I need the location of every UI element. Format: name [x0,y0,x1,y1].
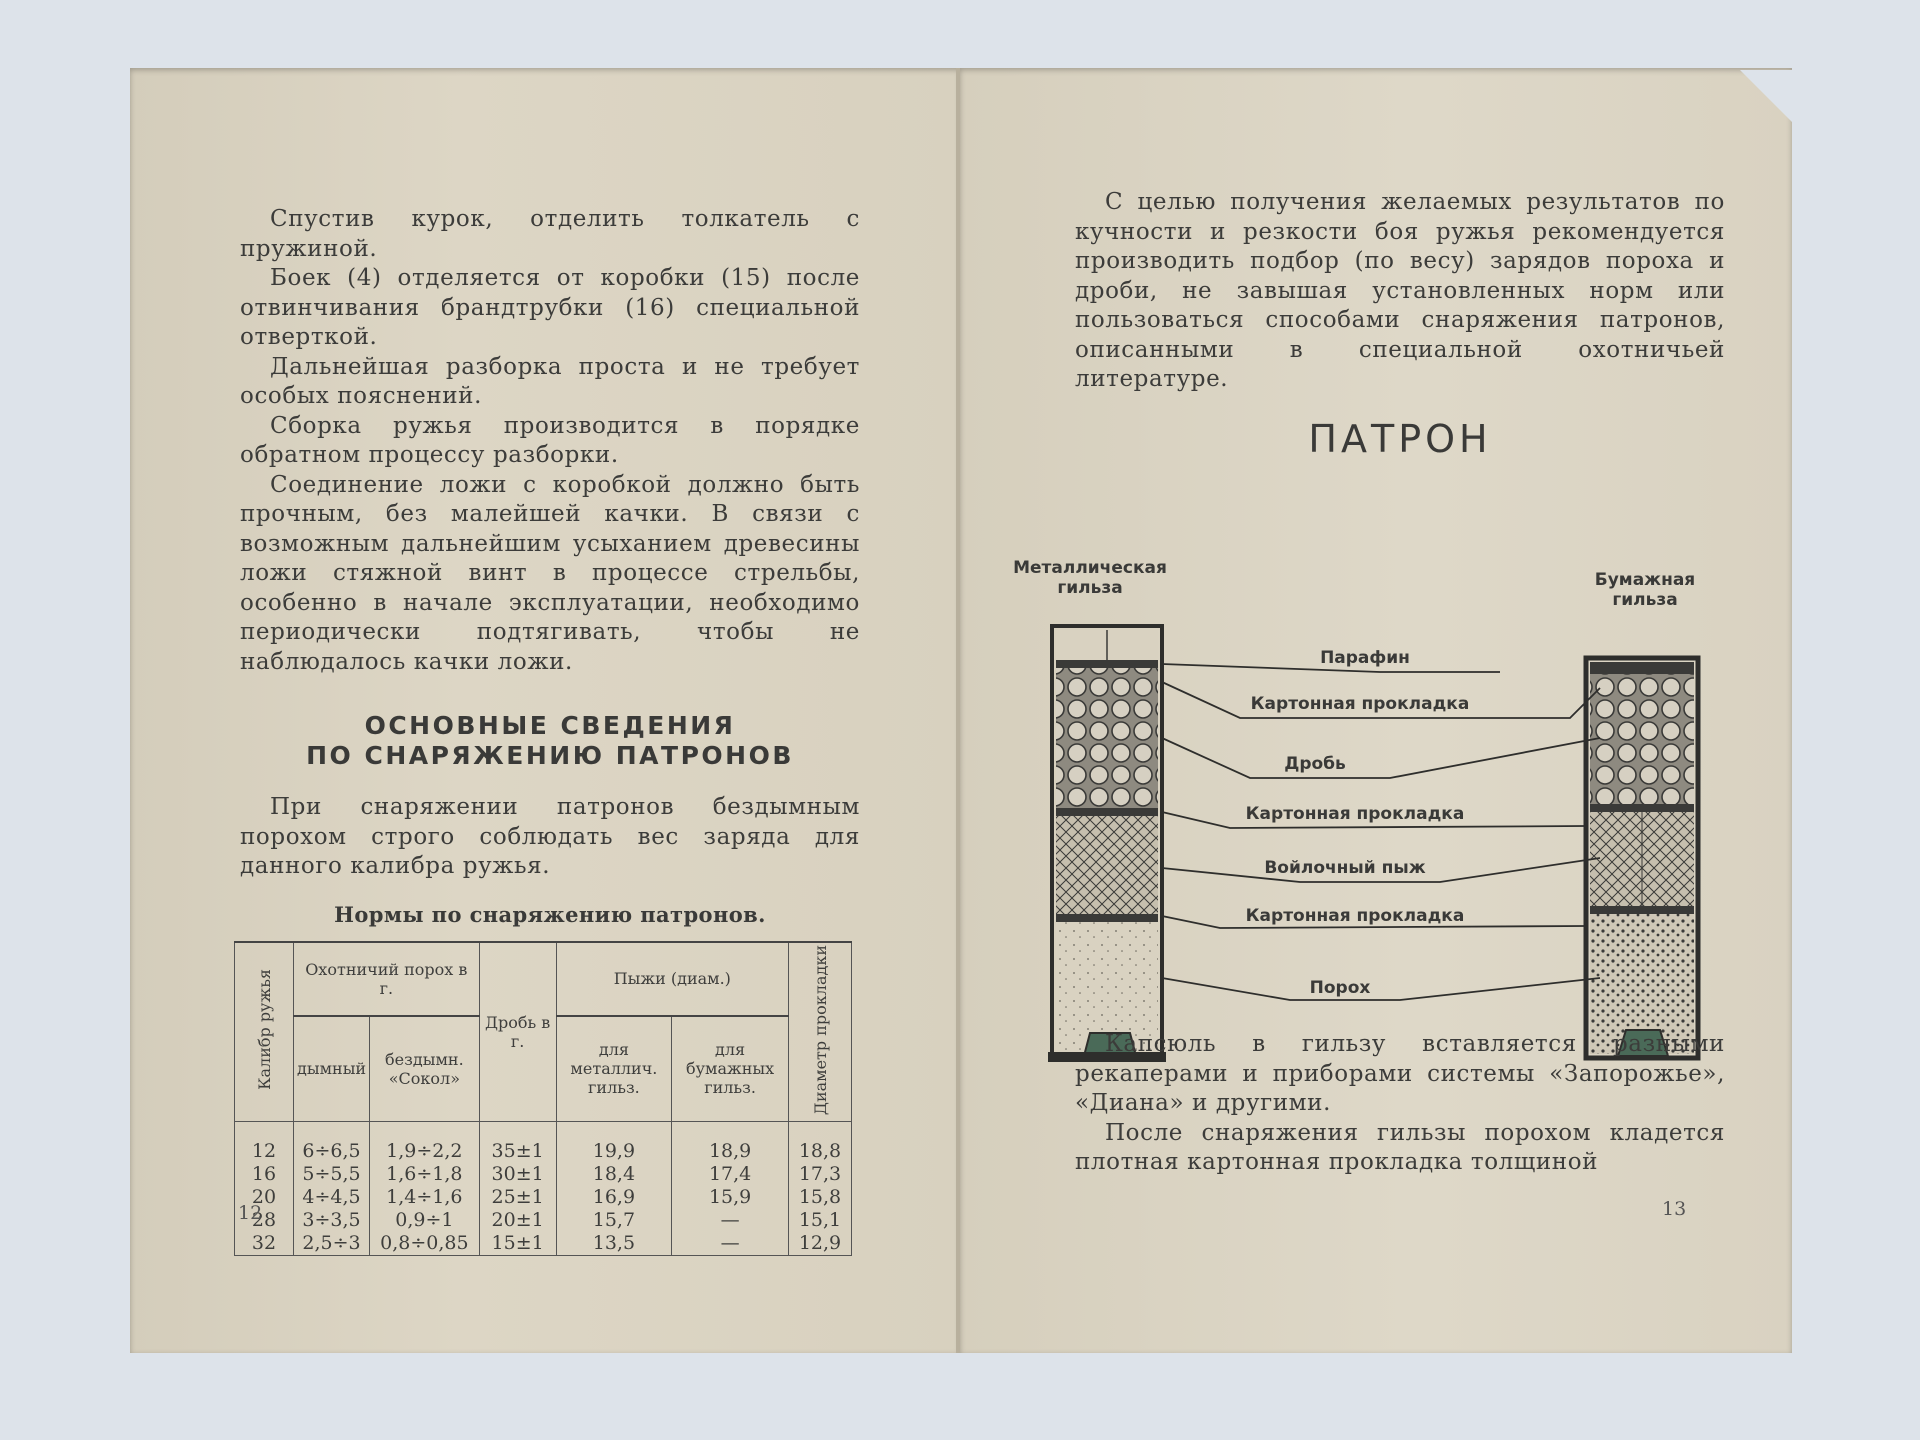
cartridge-diagram [1000,478,1760,1078]
paper-case-icon [1586,658,1698,1058]
leader-lines [1162,664,1600,1000]
left-page-content [240,205,860,1256]
table-row: 32 2,5÷3 0,8÷0,85 15±1 13,5 — 12,9 [235,1232,852,1256]
header-wads-paper: для бумажных гильз. [672,1016,789,1121]
folded-corner [1740,70,1800,130]
section-paragraph: При снаряжении патронов бездымным порохом строго соблюдать вес заряда для данного калибра ружья. [240,794,860,879]
header-smokeless: бездымн. «Сокол» [370,1016,480,1121]
right-page-bottom-text [1075,1030,1725,1178]
paragraph: С целью получения желаемых результатов по кучности и резкости боя ружья рекомендуется производить подбор (по весу) зарядов пороха и дроби, не завышая установленных норм или пользоваться способами снаряжения патронов, описанными в специальной охотничьей литературе. [1075,189,1725,392]
paragraph: Сборка ружья производится в порядке обратном процессу разборки. [240,412,860,468]
label-card-3: Картонная прокладка [1245,906,1465,926]
label-felt-wad: Войлочный пыж [1264,858,1426,878]
paragraph: Капсюль в гильзу вставляется разными рекаперами и приборами системы «Запорожье», «Диана» и другими. [1075,1031,1725,1116]
table-row: 20 4÷4,5 1,4÷1,6 25±1 16,9 15,9 15,8 [235,1186,852,1209]
table-row: 12 6÷6,5 1,9÷2,2 35±1 19,9 18,9 18,8 [235,1140,852,1163]
open-booklet [130,68,1792,1353]
label-card-1: Картонная прокладка [1250,694,1470,714]
paragraph: Спустив курок, отделить толкатель с пружиной. [240,206,860,262]
label-paraffin: Парафин [1320,648,1410,668]
paragraph: Дальнейшая разборка проста и не требует особых пояснений. [240,353,860,409]
section-title-line-2: ПО СНАРЯЖЕНИЮ ПАТРОНОВ [306,741,794,770]
header-wads: Пыжи (диам.) [556,942,788,1016]
paragraph: Соединение ложи с коробкой должно быть прочным, без малейшей качки. В связи с возможным дальнейшим усыханием древесины ложи стяжной винт в процессе стрельбы, особенно в начале эксплуатации, необходимо периодически подтягивать, чтобы не наблюдалось качки ложи. [240,471,860,675]
paragraph: Боек (4) отделяется от коробки (15) после отвинчивания брандтрубки (16) специальной отверткой. [240,265,860,350]
header-powder: Охотничий порох в г. [294,942,480,1016]
label-shot: Дробь [1284,754,1346,774]
table-title: Нормы по снаряжению патронов. [334,901,766,927]
page-number: 13 [1662,1198,1687,1220]
right-page [960,68,1792,1353]
left-page [130,68,960,1353]
label-powder: Порох [1309,978,1371,998]
right-page-content [1075,188,1725,461]
header-gasket: Диаметр прокладки [789,942,852,1122]
metal-case-label: Металлическая гильза [1013,558,1167,598]
paragraph: После снаряжения гильзы порохом кладется плотная картонная прокладка толщиной [1075,1119,1725,1175]
header-caliber: Калибр ружья [235,942,294,1122]
section-title [240,711,860,771]
header-smoky: дымный [294,1016,370,1121]
header-shot: Дробь в г. [479,942,556,1122]
paper-case-label: Бумажная гильза [1594,570,1696,610]
cartridge-norms-table [234,941,852,1256]
label-card-2: Картонная прокладка [1245,804,1465,824]
table-row: 28 3÷3,5 0,9÷1 20±1 15,7 — 15,1 [235,1209,852,1232]
metal-case-icon [1048,626,1166,1062]
table-row: 16 5÷5,5 1,6÷1,8 30±1 18,4 17,4 17,3 [235,1163,852,1186]
section-title-line-1: ОСНОВНЫЕ СВЕДЕНИЯ [364,711,736,740]
header-wads-metal: для металлич. гильз. [556,1016,672,1121]
page-number: 12 [238,1202,263,1224]
diagram-title: ПАТРОН [1308,416,1492,461]
